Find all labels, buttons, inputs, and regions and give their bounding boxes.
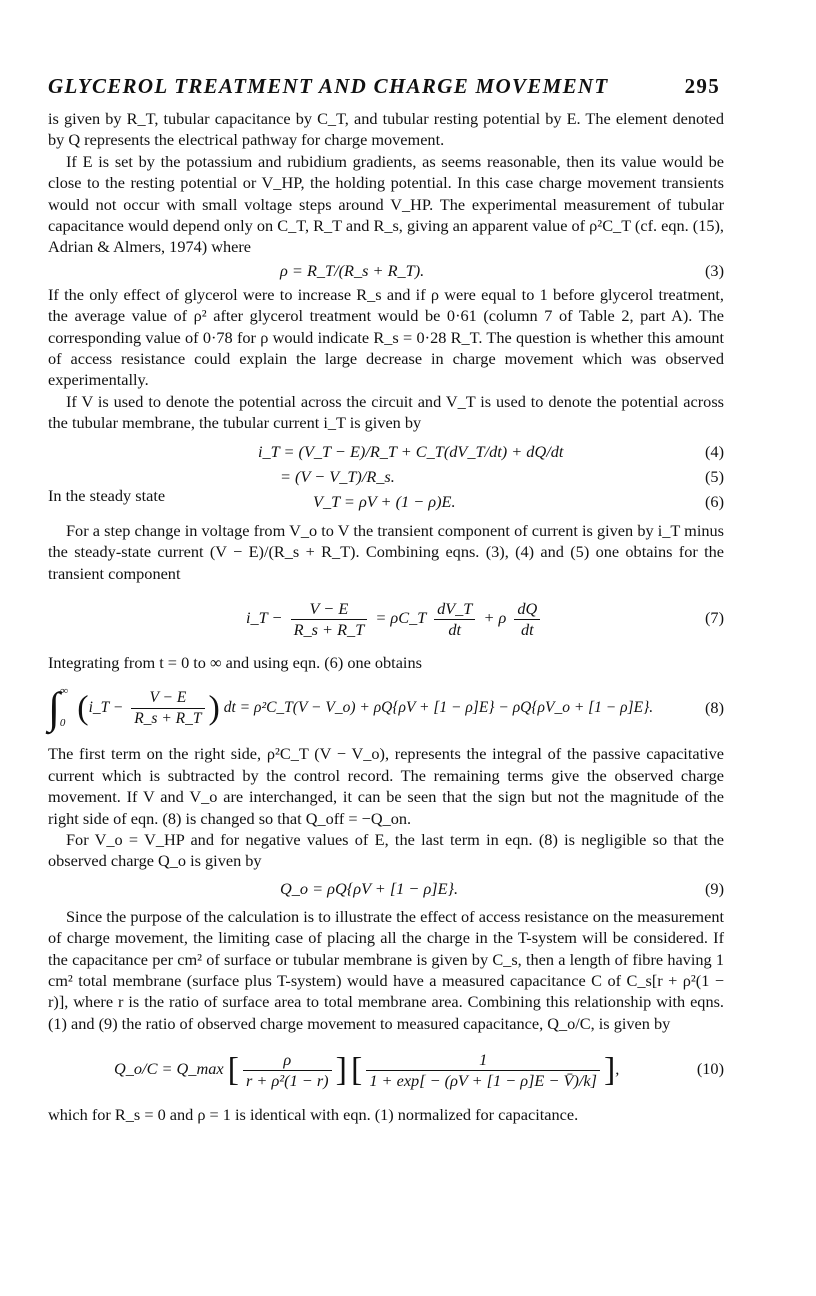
eq8-fraction: $\frac{V - E}{R\_s + R\_T}$	[131, 688, 204, 729]
equation-9	[48, 877, 724, 901]
eq8-rhs: dt = ρ²C_T(V − V_o) + ρQ{ρV + [1 − ρ]E} − ρQ{ρV_o + [1 − ρ]E}.	[223, 699, 654, 717]
eq8-lhs: i_T −	[88, 699, 124, 717]
equation-text: Q_o = ρQ{ρV + [1 − ρ]E}.	[280, 878, 459, 898]
equation-number: (4)	[705, 441, 724, 461]
equation-number: (7)	[705, 607, 724, 627]
equation-text: = (V − V_T)/R_s.	[280, 466, 395, 486]
equation-text: ρ = R_T/(R_s + R_T).	[280, 260, 425, 280]
equation-number: (8)	[705, 698, 724, 718]
eq10-lhs: Q_o/C = Q_max	[114, 1059, 224, 1079]
paragraph: For a step change in voltage from V_o to V the transient component of current is given by i_T minus the steady-state current (V − E)/(R_s + R_T). Combining eqns. (3), (4) and (5) one obtains for the transient component	[48, 520, 724, 583]
body-text	[48, 108, 724, 1126]
equation-number: (5)	[705, 466, 724, 486]
paragraph: is given by R_T, tubular capacitance by C_T, and tubular resting potential by E. The element denoted by Q represents the electrical pathway for charge movement.	[48, 109, 724, 150]
paragraph: For V_o = V_HP and for negative values of E, the last term in eqn. (8) is negligible so that the observed charge Q_o is given by	[48, 829, 724, 871]
equation-6	[48, 485, 724, 514]
eq7-lhs: i_T −	[246, 607, 283, 627]
paragraph: If V is used to denote the potential across the circuit and V_T is used to denote the potential across the tubular membrane, the tubular current i_T is given by	[48, 391, 724, 433]
paragraph: Integrating from t = 0 to ∞ and using eqn. (6) one obtains	[48, 652, 422, 672]
running-title: GLYCEROL TREATMENT AND CHARGE MOVEMENT	[48, 74, 609, 98]
equation-text: i_T = (V_T − E)/R_T + C_T(dV_T/dt) + dQ/dt	[258, 441, 564, 461]
paragraph: If the only effect of glycerol were to increase R_s and if ρ were equal to 1 before glycerol treatment, the average value of ρ² after glycerol treatment would be 0·61 (column 7 of Table 2, part A). The corresponding value of 0·78 for ρ would indicate R_s = 0·28 R_T. The question is whether this amount of access resistance could explain the large decrease in charge movement which was observed experimentally.	[48, 284, 724, 390]
eq7-plus: + ρ	[483, 607, 507, 627]
integral-upper: ∞	[60, 685, 68, 698]
equation-text: V_T = ρV + (1 − ρ)E.	[313, 491, 456, 511]
eq10-rho-fraction: $\frac{\rho}{\text{r + ρ²(1 − r)}}$	[243, 1050, 332, 1091]
equation-8: $\int^\infty_0$ (i_T − $\frac{V - E}{R\_s + R\_T}$ ) dt = ρ²C_T(V − V_o) + ρQ{ρV + [1 − ρ]E} − ρQ{ρV_o + [1 − ρ]E}. (8)	[48, 677, 724, 739]
paragraph: which for R_s = 0 and ρ = 1 is identical with eqn. (1) normalized for capacitance.	[48, 1105, 579, 1125]
steady-state-label: In the steady state	[48, 485, 166, 505]
paragraph: Since the purpose of the calculation is to illustrate the effect of access resistance on the measurement of charge movement, the limiting case of placing all the charge in the T-system will be considered. If the capacitance per cm² of surface or tubular membrane is given by C_s, then a length of fibre having 1 cm² total membrane (surface plus T-system) would have a measured capacitance C of C_s[r + ρ²(1 − r)], where r is the ratio of surface area to total membrane area. Combining this relationship with eqns. (1) and (9) the ratio of observed charge movement to measured capacitance, Q_o/C, is given by	[48, 906, 724, 1033]
equation-number: (9)	[705, 878, 724, 898]
integral-lower: 0	[59, 717, 66, 730]
paragraph: The first term on the right side, ρ²C_T (V − V_o), represents the integral of the passive capacitative current which is subtracted by the control record. The remaining terms give the observed charge movement. If V and V_o are interchanged, it can be seen that the sign but not the magnitude of the right side of eqn. (8) is changed so that Q_off = −Q_on.	[48, 744, 724, 828]
equation-7	[48, 590, 724, 646]
running-header	[48, 74, 720, 99]
paragraph: If E is set by the potassium and rubidium gradients, as seems reasonable, then its value would be close to the resting potential or V_HP, the holding potential. In this case charge movement transients would not occur with small voltage steps around V_HP. The experimental measurement of tubular capacitance would depend only on C_T, R_T and R_s, giving an apparent value of ρ²C_T (cf. eqn. (15), Adrian & Almers, 1974) where	[48, 151, 724, 257]
eq7-dvt-fraction: $\frac{dV\_T}{dt}$	[434, 599, 475, 640]
equation-number: (6)	[705, 491, 724, 511]
equation-4	[48, 440, 724, 464]
equation-number: (3)	[705, 260, 724, 280]
eq7-fraction: $\frac{V - E}{R\_s + R\_T}$	[291, 599, 368, 640]
equation-10: Q_o/C = Q_max [ $\frac{\rho}{\text{r + ρ²(1 − r)}}$ ] [ $\frac{1}{1 + \exp[ - (\rho V + [1 - \rho]E - V̄)/k]}$ ], (10)	[48, 1038, 724, 1100]
integral-sign: ∫	[48, 683, 61, 733]
equation-3	[48, 259, 724, 283]
eq10-boltzmann-fraction: $\frac{1}{1 + \exp[ - (\rho V + [1 - \rho]E - V̄)/k]}$	[366, 1050, 600, 1091]
page-number: 295	[684, 74, 720, 98]
eq7-mid: = ρC_T	[375, 607, 426, 627]
eq7-dq-fraction: $\frac{dQ}{dt}$	[514, 599, 540, 640]
equation-number: (10)	[696, 1059, 724, 1079]
